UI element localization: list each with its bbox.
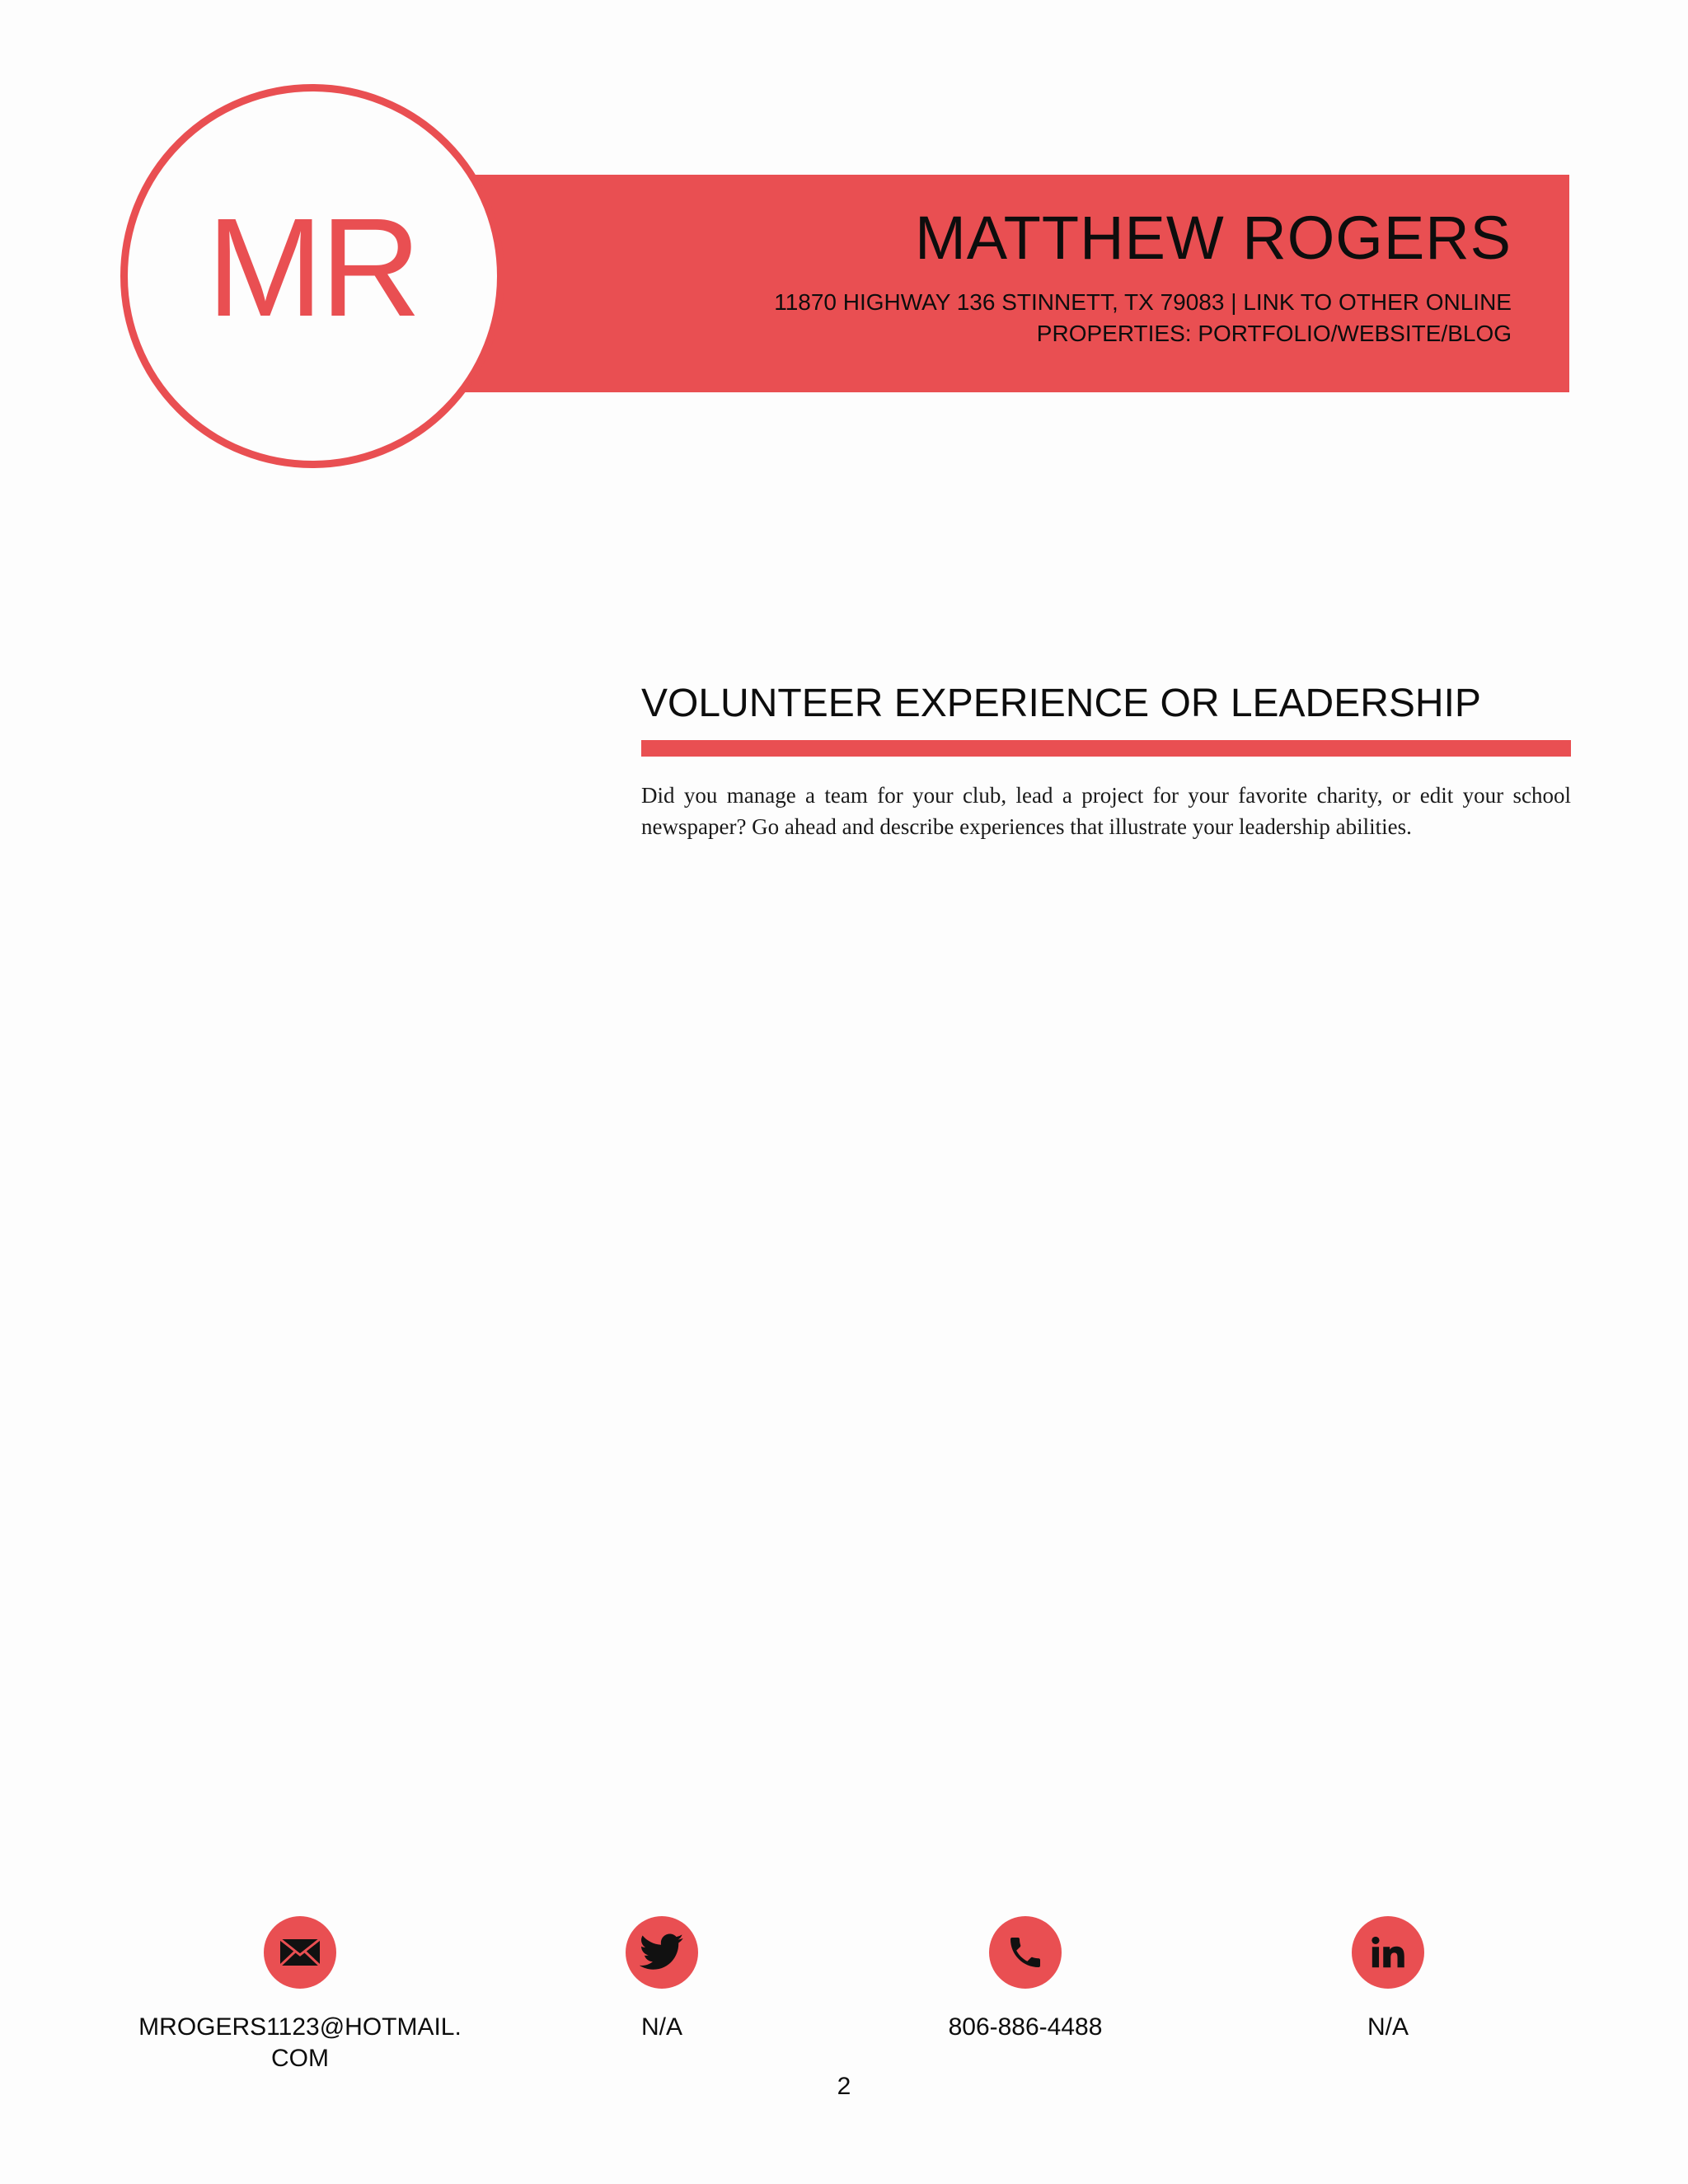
section-divider <box>641 740 1571 757</box>
twitter-handle: N/A <box>640 2013 682 2041</box>
monogram-initials: MR <box>206 190 419 346</box>
contact-linkedin <box>1215 1916 1561 2043</box>
linkedin-profile: N/A <box>1367 2013 1409 2041</box>
twitter-icon <box>626 1916 698 1989</box>
linkedin-icon <box>1352 1916 1424 1989</box>
page-number: 2 <box>837 2073 851 2100</box>
contact-phone <box>852 1916 1198 2043</box>
person-name: MATTHEW ROGERS <box>915 204 1512 272</box>
section-heading: VOLUNTEER EXPERIENCE OR LEADERSHIP <box>641 682 1481 725</box>
contact-address: 11870 HIGHWAY 136 STINNETT, TX 79083 | LINK TO OTHER ONLINE PROPERTIES: PORTFOLIO/WEBSITE/BLOG <box>774 289 1512 346</box>
contact-email <box>127 1916 473 2074</box>
phone-number: 806-886-4488 <box>948 2013 1103 2041</box>
section-description: Did you manage a team for your club, lead a project for your favorite charity, or edit your school newspaper? Go ahead and describe experiences that illustrate your leadership abilities. <box>641 783 1571 839</box>
contact-twitter <box>489 1916 835 2043</box>
email-icon <box>264 1916 336 1989</box>
phone-icon <box>989 1916 1062 1989</box>
monogram-badge <box>120 84 504 468</box>
email-address: MROGERS1123@HOTMAIL. COM <box>138 2013 462 2072</box>
